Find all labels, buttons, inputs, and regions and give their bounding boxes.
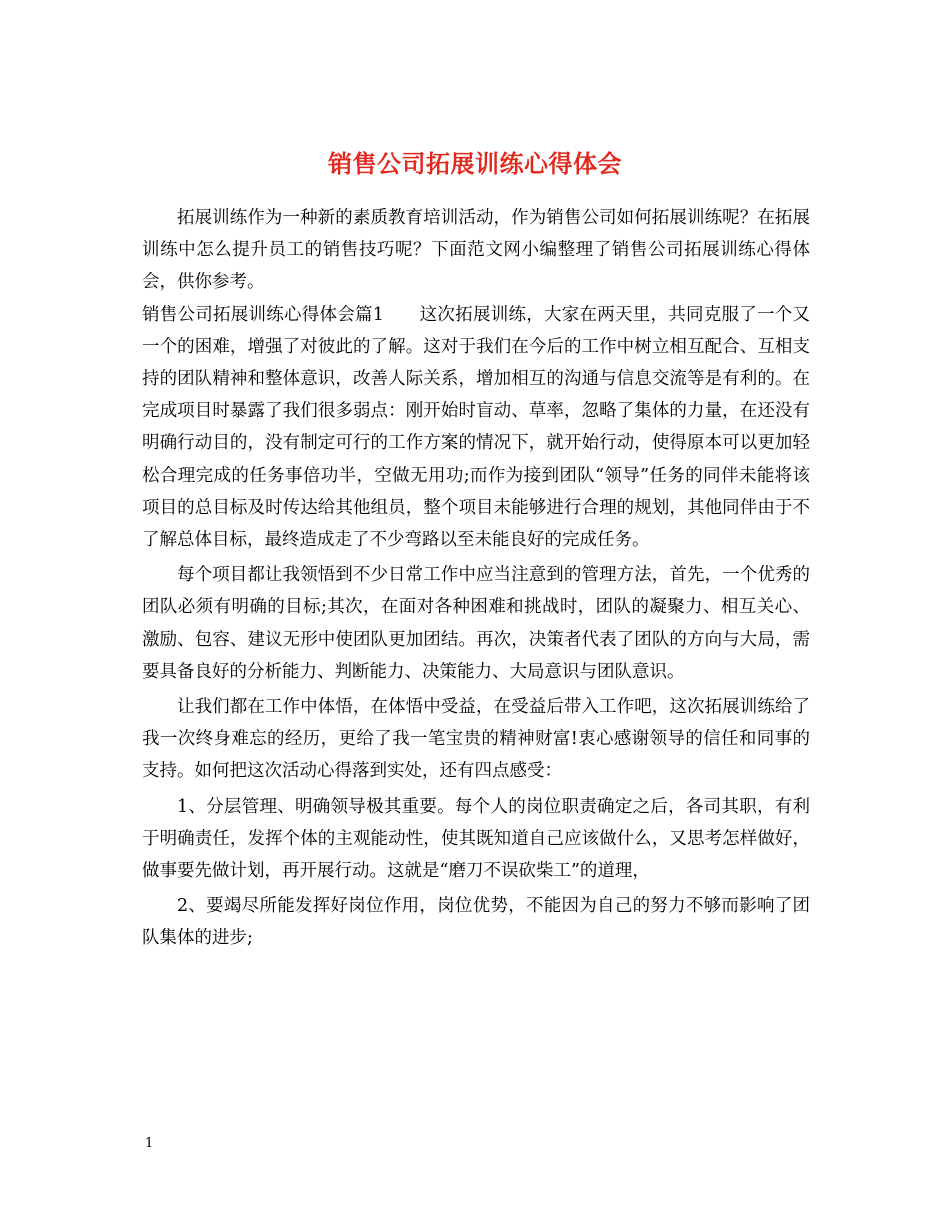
point-two-paragraph: 2、要竭尽所能发挥好岗位作用，岗位优势，不能因为自己的努力不够而影响了团队集体的进步; xyxy=(142,896,810,949)
management-lessons-paragraph: 每个项目都让我领悟到不少日常工作中应当注意到的管理方法，首先，一个优秀的团队必须有明确的目标;其次，在面对各种困难和挑战时，团队的凝聚力、相互关心、激励、包容、建议无形中使团队更加团结。再次，决策者代表了团队的方向与大局，需要具备良好的分析能力、判断能力、决策能力、大局意识与团队意识。 xyxy=(142,565,810,682)
gratitude-paragraph: 让我们都在工作中体悟，在体悟中受益，在受益后带入工作吧，这次拓展训练给了我一次终身难忘的经历，更给了我一笔宝贵的精神财富!衷心感谢领导的信任和同事的支持。如何把这次活动心得落到实处，还有四点感受： xyxy=(142,697,810,782)
essay-1-paragraph: 销售公司拓展训练心得体会篇1 这次拓展训练，大家在两天里，共同克服了一个又一个的困难，增强了对彼此的了解。这对于我们在今后的工作中树立相互配合、互相支持的团队精神和整体意识，改善人际关系，增加相互的沟通与信息交流等是有利的。在完成项目时暴露了我们很多弱点：刚开始时盲动、草率，忽略了集体的力量，在还没有明确行动目的，没有制定可行的工作方案的情况下，就开始行动，使得原本可以更加轻松合理完成的任务事倍功半，空做无用功;而作为接到团队“领导”任务的同伴未能将该项目的总目标及时传达给其他组员，整个项目未能够进行合理的规划，其他同伴由于不了解总体目标，最终造成走了不少弯路以至未能良好的完成任务。 xyxy=(142,304,810,551)
document-body xyxy=(142,202,810,955)
intro-paragraph: 拓展训练作为一种新的素质教育培训活动，作为销售公司如何拓展训练呢？在拓展训练中怎么提升员工的销售技巧呢？下面范文网小编整理了销售公司拓展训练心得体会，供你参考。 xyxy=(142,208,810,293)
page-number: 1 xyxy=(145,1136,154,1151)
point-one-paragraph: 1、分层管理、明确领导极其重要。每个人的岗位职责确定之后，各司其职，有利于明确责任，发挥个体的主观能动性，使其既知道自己应该做什么，又思考怎样做好，做事要先做计划，再开展行动。这就是“磨刀不误砍柴工”的道理， xyxy=(142,796,810,882)
page-title: 销售公司拓展训练心得体会 xyxy=(328,149,622,179)
